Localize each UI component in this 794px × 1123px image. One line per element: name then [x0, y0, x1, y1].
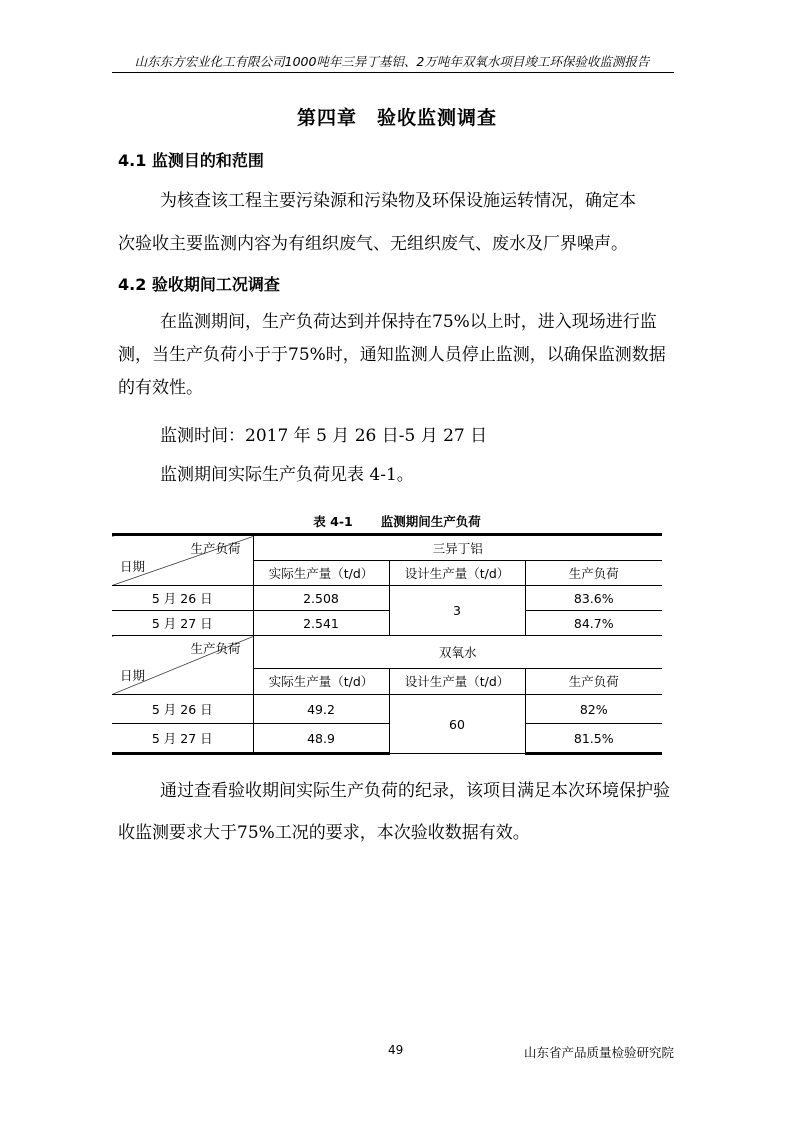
actual-cell: 2.508: [253, 586, 389, 611]
table-row: [112, 695, 662, 724]
product-name-cell: 三异丁铝: [253, 535, 662, 561]
col-header-design: 设计生产量（t/d）: [389, 561, 525, 586]
chapter-title: 第四章 验收监测调查: [296, 107, 497, 129]
col-header-design: 设计生产量（t/d）: [389, 668, 525, 694]
section-4-1-line-2: 次验收主要监测内容为有组织废气、无组织废气、废水及厂界噪声。: [118, 234, 628, 254]
section-4-2-title: 4.2 验收期间工况调查: [118, 275, 280, 294]
table-row: [112, 636, 662, 669]
product-name-cell: 双氧水: [253, 636, 662, 669]
load-cell: 83.6%: [525, 586, 662, 611]
actual-cell: 2.541: [253, 611, 389, 636]
section-4-1-line-1: 为核查该工程主要污染源和污染物及环保设施运转情况，确定本: [160, 191, 636, 211]
footer-organization: 山东省产品质量检验研究院: [523, 1045, 674, 1060]
table-row: [112, 586, 662, 611]
load-cell: 82%: [525, 695, 662, 724]
date-cell: 5 月 26 日: [112, 695, 253, 724]
date-cell: 5 月 27 日: [112, 724, 253, 754]
production-load-table: [112, 533, 662, 755]
col-header-load: 生产负荷: [525, 561, 662, 586]
diag-label-date: 日期: [120, 668, 146, 683]
load-cell: 81.5%: [525, 724, 662, 754]
design-cell: 60: [389, 695, 525, 754]
diag-label-date: 日期: [120, 559, 146, 574]
load-cell: 84.7%: [525, 611, 662, 636]
diag-label-load: 生产负荷: [190, 641, 241, 656]
table-reference: 监测期间实际生产负荷见表 4-1。: [160, 465, 414, 485]
diag-label-load: 生产负荷: [190, 541, 241, 556]
table-row: [112, 611, 662, 636]
monitoring-time: 监测时间：2017 年 5 月 26 日-5 月 27 日: [160, 426, 488, 446]
section-4-1-title: 4.1 监测目的和范围: [118, 151, 264, 170]
table-row: [112, 535, 662, 561]
diagonal-header-cell: [112, 636, 253, 695]
section-4-2-paragraph: 在监测期间，生产负荷达到并保持在75%以上时，进入现场进行监测，当生产负荷小于于75%时，通知监测人员停止监测，以确保监测数据的有效性。: [118, 312, 666, 398]
col-header-actual: 实际生产量（t/d）: [253, 561, 389, 586]
table-caption-number: 表 4-1: [313, 514, 353, 529]
col-header-actual: 实际生产量（t/d）: [253, 668, 389, 694]
actual-cell: 48.9: [253, 724, 389, 754]
table-caption-title: 监测期间生产负荷: [380, 514, 481, 529]
diagonal-header-cell: [112, 535, 253, 586]
date-cell: 5 月 27 日: [112, 611, 253, 636]
running-header: 山东东方宏业化工有限公司1000吨年三异丁基铝、2万吨年双氧水项目竣工环保验收监测报告: [134, 54, 650, 69]
table-caption: [0, 512, 794, 530]
conclusion-paragraph: 通过查看验收期间实际生产负荷的纪录，该项目满足本次环境保护验收监测要求大于75%工况的要求，本次验收数据有效。: [118, 781, 670, 843]
design-cell: 3: [389, 586, 525, 636]
table-row: [112, 724, 662, 754]
page-number: 49: [388, 1043, 404, 1057]
date-cell: 5 月 26 日: [112, 586, 253, 611]
header-rule: [112, 72, 674, 73]
actual-cell: 49.2: [253, 695, 389, 724]
col-header-load: 生产负荷: [525, 668, 662, 694]
